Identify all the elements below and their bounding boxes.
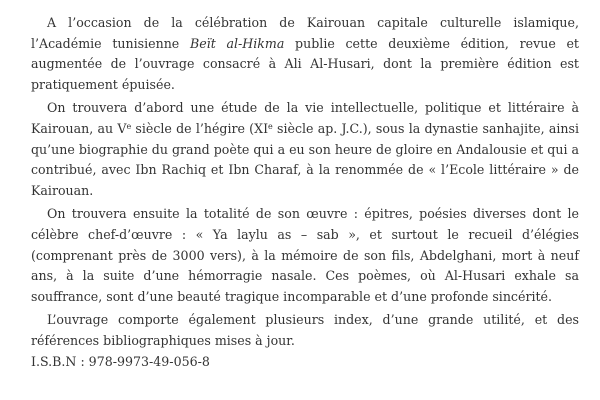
paragraph-1 [31, 13, 579, 95]
paragraph-3: On trouvera ensuite la totalité de son œuvre : épitres, poésies diverses dont le célèbre chef-d’œuvre : « Ya laylu as – sab », et surtout le recueil d’élégies (comprenant près de 3000 vers), à la mémoire de son fils, Abdelghani, mort à neuf ans, à la suite d’une hémorragie nasale. Ces poèmes, où Al-Husari exhale sa souffrance, sont d’une beauté tragique incomparable et d’une profonde sincérité. [31, 206, 579, 304]
paragraph-2-text-a: On trouvera d’abord une étude de la vie intellectuelle, politique et littéraire à Kairouan, au V [31, 100, 579, 136]
back-cover-text [31, 13, 579, 372]
paragraph-2-text-b: siècle de l’hégire (XI [131, 120, 269, 136]
paragraph-2 [31, 98, 579, 201]
isbn-line: I.S.B.N : 978-9973-49-056-8 [31, 353, 210, 369]
publisher-name: Beït al-Hikma [189, 35, 285, 51]
paragraph-1-text-a: A l’occasion de la célébration de Kairouan capitale culturelle islamique, l’Académie tunisienne [31, 15, 579, 51]
century-superscript-2: e [268, 121, 273, 131]
paragraph-2-text-c: siècle ap. J.C.), sous la dynastie sanhajite, ainsi qu’une biographie du grand poète qui a eu son heure de gloire en Andalousie et qui a contribué, avec Ibn Rachiq et Ibn Charaf, à la renommée de « l’Ecole littéraire » de Kairouan. [31, 120, 579, 198]
paragraph-4: L’ouvrage comporte également plusieurs index, d’une grande utilité, et des références bibliographiques mises à jour. [31, 312, 579, 348]
century-superscript-1: e [126, 121, 132, 131]
paragraph-1-text-b: publie cette deuxième édition, revue et augmentée de l’ouvrage consacré à Ali Al-Husari, dont la première édition est pratiquement épuisée. [31, 35, 579, 92]
